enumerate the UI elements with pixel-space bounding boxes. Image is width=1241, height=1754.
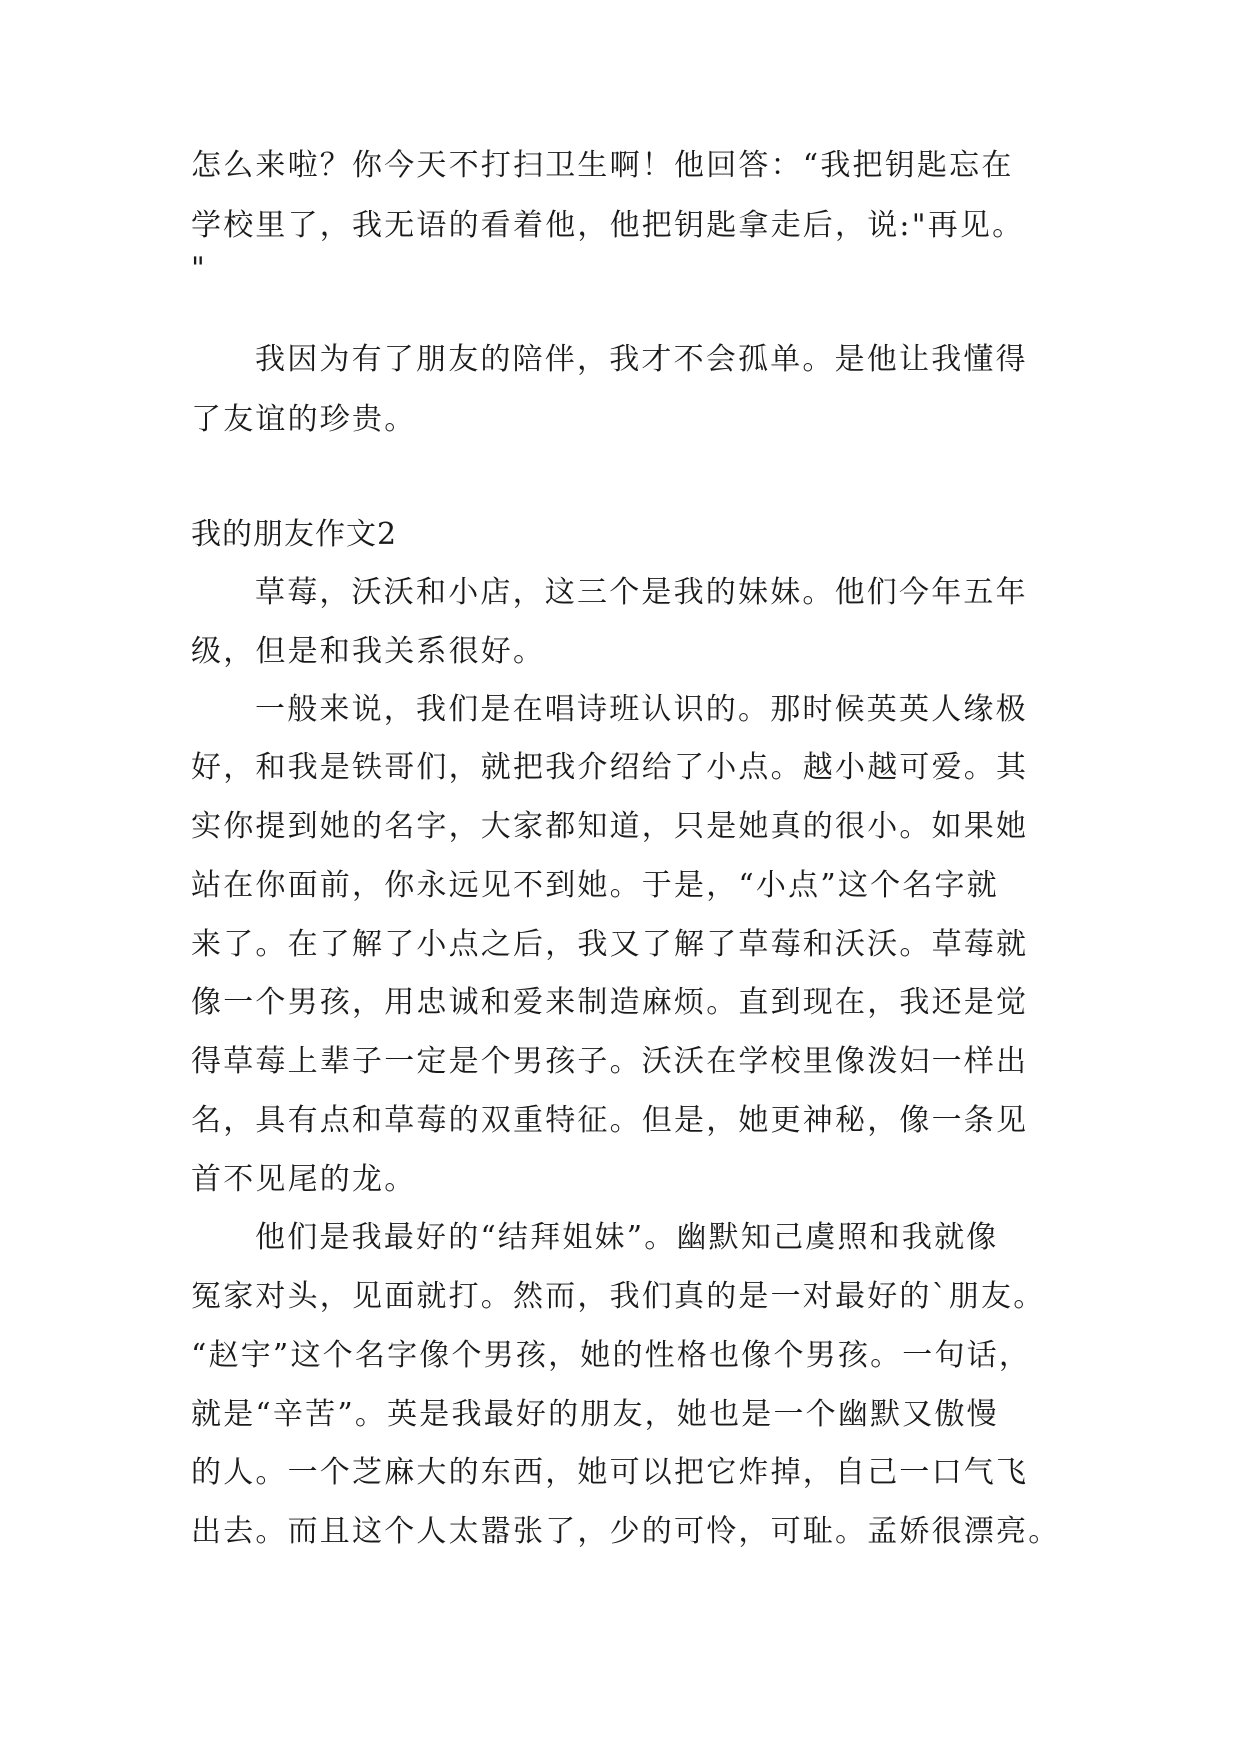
text-line: "	[191, 251, 207, 286]
text-line: 好，和我是铁哥们，就把我介绍给了小点。越小越可爱。其	[191, 750, 1029, 785]
section-title: 我的朋友作文2	[191, 517, 398, 552]
paragraph-start-line: 一般来说，我们是在唱诗班认识的。那时候英英人缘极	[255, 692, 1028, 727]
text-line: 得草莓上辈子一定是个男孩子。沃沃在学校里像泼妇一样出	[191, 1044, 1029, 1079]
text-line: “赵宇”这个名字像个男孩，她的性格也像个男孩。一句话，	[191, 1338, 1032, 1373]
text-line: 像一个男孩，用忠诚和爱来制造麻烦。直到现在，我还是觉	[191, 985, 1029, 1020]
paragraph-start-line: 他们是我最好的“结拜姐妹”。幽默知己虞照和我就像	[255, 1220, 999, 1255]
text-line: 怎么来啦？你今天不打扫卫生啊！他回答：“我把钥匙忘在	[191, 148, 1014, 183]
text-line: 学校里了，我无语的看着他，他把钥匙拿走后，说:"再见。	[191, 208, 1025, 243]
text-line: 实你提到她的名字，大家都知道，只是她真的很小。如果她	[191, 809, 1029, 844]
text-line: 就是“辛苦”。英是我最好的朋友，她也是一个幽默又傲慢	[191, 1397, 999, 1432]
paragraph-start-line: 草莓，沃沃和小店，这三个是我的妹妹。他们今年五年	[255, 575, 1028, 610]
text-line: 冤家对头，见面就打。然而，我们真的是一对最好的`朋友。	[191, 1279, 1046, 1314]
text-line: 首不见尾的龙。	[191, 1162, 417, 1197]
text-line: 了友谊的珍贵。	[191, 402, 417, 437]
text-line: 的人。一个芝麻大的东西，她可以把它炸掉，自己一口气飞	[191, 1455, 1029, 1490]
text-line: 名，具有点和草莓的双重特征。但是，她更神秘，像一条见	[191, 1103, 1029, 1138]
text-line: 级，但是和我关系很好。	[191, 634, 546, 669]
paragraph-start-line: 我因为有了朋友的陪伴，我才不会孤单。是他让我懂得	[255, 342, 1028, 377]
text-line: 出去。而且这个人太嚣张了，少的可怜，可耻。孟娇很漂亮。	[191, 1514, 1061, 1549]
text-line: 站在你面前，你永远见不到她。于是，“小点”这个名字就	[191, 868, 999, 903]
text-line: 来了。在了解了小点之后，我又了解了草莓和沃沃。草莓就	[191, 927, 1029, 962]
